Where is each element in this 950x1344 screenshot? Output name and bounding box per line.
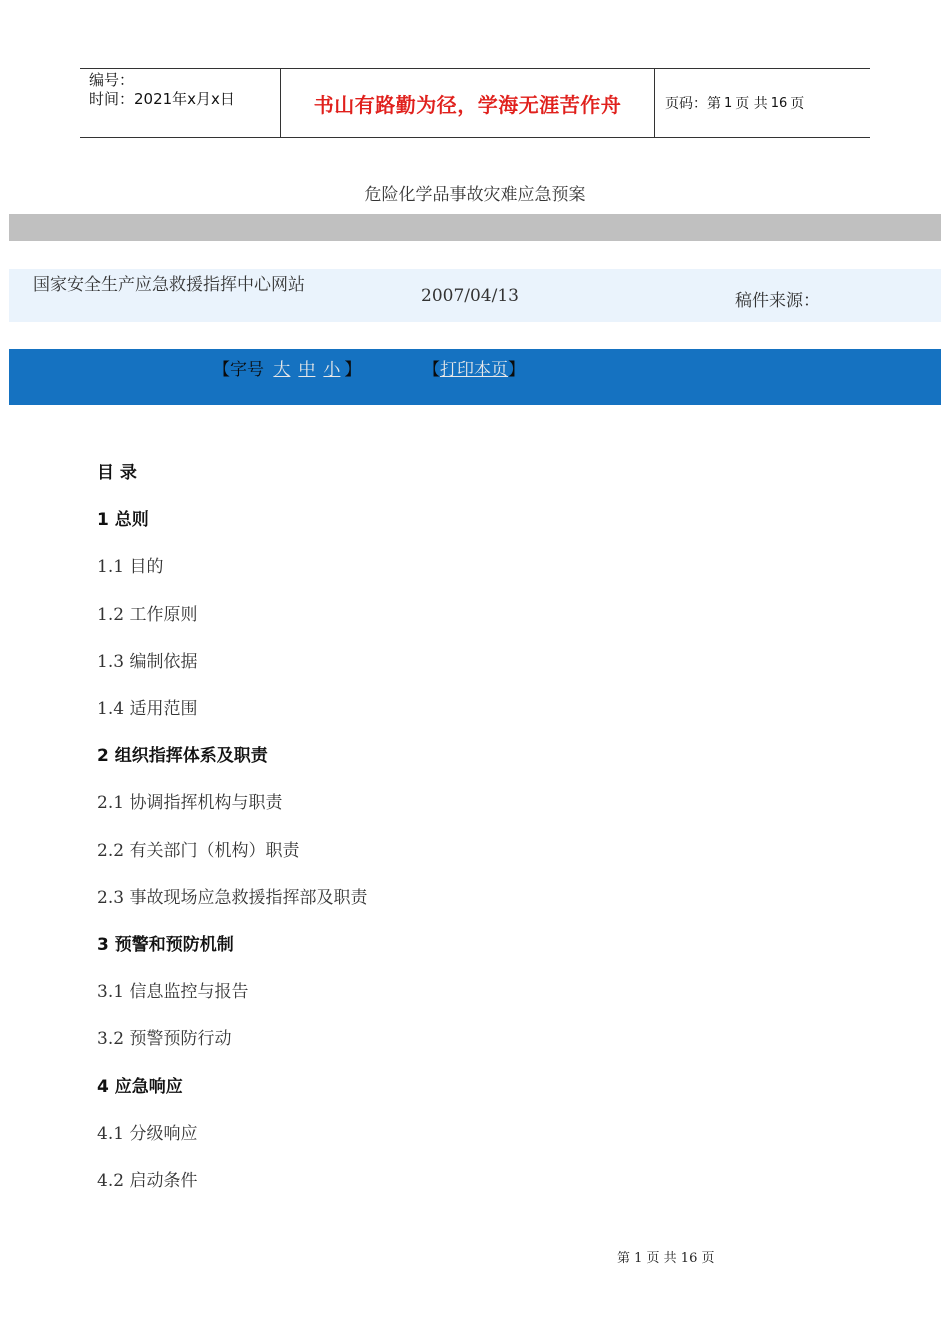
print-control xyxy=(423,355,525,380)
page-suffix: 页 xyxy=(790,96,805,112)
toc-entry: 1.2 工作原则 xyxy=(97,604,198,625)
toc-entry: 2.2 有关部门（机构）职责 xyxy=(97,840,300,861)
page-footer: 第 1 页 共 16 页 xyxy=(617,1251,715,1266)
toc-entry: 2.3 事故现场应急救援指挥部及职责 xyxy=(97,887,368,908)
font-size-close: 】 xyxy=(344,360,362,380)
toc-heading: 1 总则 xyxy=(97,510,149,531)
toc-heading: 2 组织指挥体系及职责 xyxy=(97,746,268,767)
motto: 书山有路勤为径，学海无涯苦作舟 xyxy=(313,92,622,117)
toc-entry: 4.2 启动条件 xyxy=(97,1171,198,1191)
header-motto-cell xyxy=(281,69,655,137)
toc-entry: 4.1 分级响应 xyxy=(97,1123,198,1144)
font-small-link[interactable]: 小 xyxy=(323,360,341,380)
page-total: 16 xyxy=(770,95,788,111)
toc-entry: 3.2 预警预防行动 xyxy=(97,1029,232,1050)
article-source: 国家安全生产应急救援指挥中心网站 xyxy=(33,275,305,295)
document-header xyxy=(80,68,870,138)
print-close: 】 xyxy=(508,360,525,380)
toc-entry: 1.1 目的 xyxy=(97,557,164,578)
toc-heading: 4 应急响应 xyxy=(97,1076,183,1097)
font-size-label: 【字号 xyxy=(213,360,264,380)
page-current: 1 xyxy=(724,95,733,111)
toc-heading: 目 录 xyxy=(97,463,137,483)
document-title: 危险化学品事故灾难应急预案 xyxy=(364,185,586,205)
doc-number-label: 编号： xyxy=(89,71,135,89)
toc-entry: 3.1 信息监控与报告 xyxy=(97,982,249,1003)
header-page-info xyxy=(655,69,870,137)
article-toolbar xyxy=(9,349,941,405)
toc-entry: 1.3 编制依据 xyxy=(97,651,198,672)
font-large-link[interactable]: 大 xyxy=(273,360,291,380)
toc-entry: 2.1 协调指挥机构与职责 xyxy=(97,793,283,814)
page-prefix: 页码：第 xyxy=(665,96,721,112)
gray-divider-bar xyxy=(9,214,941,241)
font-size-control xyxy=(213,355,361,380)
page-mid: 页 共 xyxy=(735,96,768,112)
print-page-link[interactable]: 打印本页 xyxy=(440,360,508,380)
header-meta xyxy=(80,69,281,137)
font-medium-link[interactable]: 中 xyxy=(298,360,316,380)
toc-entry: 1.4 适用范围 xyxy=(97,699,198,719)
article-credit-label: 稿件来源： xyxy=(735,291,820,311)
doc-time: 时间：2021年x月x日 xyxy=(89,90,235,108)
toc-heading: 3 预警和预防机制 xyxy=(97,935,234,955)
article-date: 2007/04/13 xyxy=(421,286,519,306)
article-info-row xyxy=(9,269,941,322)
print-open: 【 xyxy=(423,360,440,380)
